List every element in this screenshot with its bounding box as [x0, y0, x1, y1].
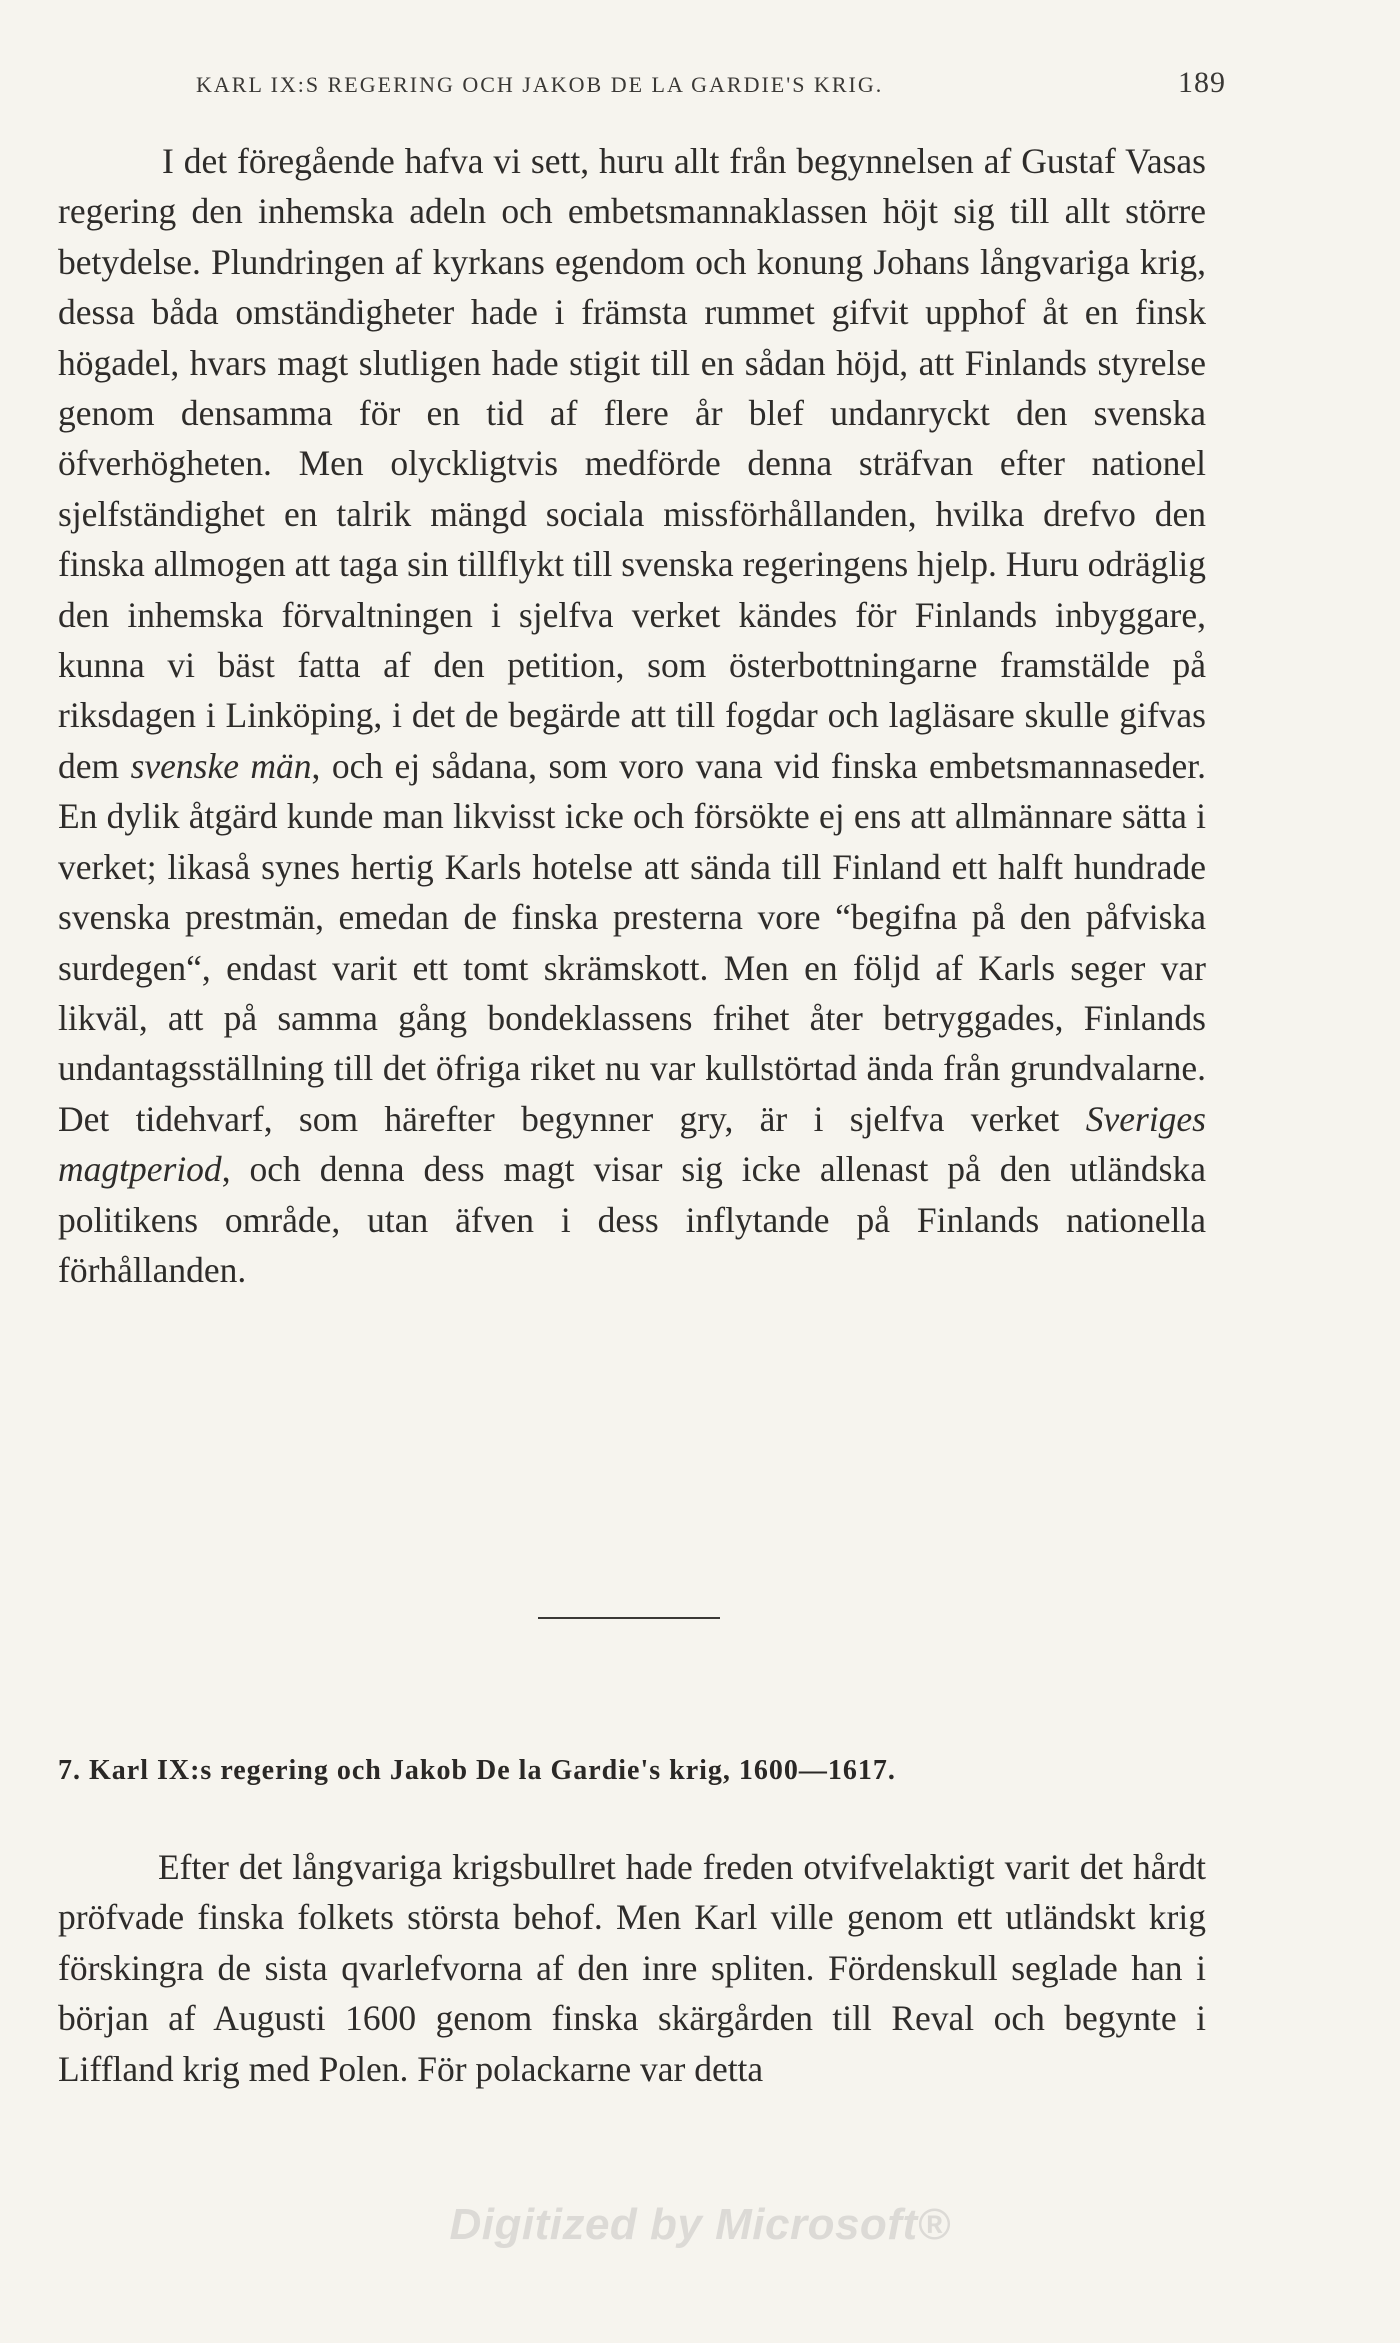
- book-page: [58, 0, 1226, 2343]
- section-text: [58, 1842, 1206, 2094]
- paragraph-text-part-1: I det föregående hafva vi sett, huru allt från begynnelsen af Gustaf Vasas regering den inhemska adeln och embetsmannaklassen höjt sig till allt större betydelse. Plundringen af kyrkans egendom och konung Johans långvariga krig, dessa båda omständigheter hade i främsta rummet gifvit upphof åt en finsk högadel, hvars magt slutligen hade stigit till en sådan höjd, att Finlands styrelse genom densamma för en tid af flere år blef undanryckt den svenska öfverhögheten. Men olyckligtvis medförde denna sträfvan efter nationel sjelfständighet en talrik mängd sociala missförhållanden, hvilka drefvo den finska allmogen att taga sin tillflykt till svenska regeringens hjelp. Huru odräglig den inhemska förvaltningen i sjelfva verket kändes för Finlands inbyggare, kunna vi bäst fatta af den petition, som österbottningarne framstälde på riksdagen i Linköping, i det de begärde att till fogdar och lagläsare skulle gifvas dem: [58, 141, 1206, 786]
- section-divider: [538, 1617, 720, 1619]
- digitization-watermark: Digitized by Microsoft®: [449, 2200, 951, 2249]
- section-heading: 7. Karl IX:s regering och Jakob De la Gardie's krig, 1600—1617.: [58, 1755, 896, 1786]
- emphasis-sveriges-magtperiod: Sveriges magtperiod: [58, 1098, 1206, 1190]
- paragraph-text-part-3: , och denna dess magt visar sig icke allenast på den utländska politikens område, utan äfven i dess inflytande på Finlands nationella förhållanden.: [58, 1149, 1206, 1290]
- page-number: 189: [1178, 66, 1226, 99]
- paragraph: [58, 136, 1206, 1295]
- emphasis-svenske-man: svenske män: [130, 745, 312, 786]
- running-head-title: KARL IX:S REGERING OCH JAKOB DE LA GARDIE'S KRIG.: [196, 72, 884, 97]
- paragraph-text-part-2: , och ej sådana, som voro vana vid finska embetsmannaseder. En dylik åtgärd kunde man likvisst icke och försökte ej ens att allmännare sätta i verket; likaså synes hertig Karls hotelse att sända till Finland ett halft hundrade svenska prestmän, emedan de finska presterna vore “begifna på den påfviska surdegen“, endast varit ett tomt skrämskott. Men en följd af Karls seger var likväl, att på samma gång bondeklassens frihet åter betryggades, Finlands undantagsställning till det öfriga riket nu var kullstörtad ända från grundvalarne. Det tidehvarf, som härefter begynner gry, är i sjelfva verket: [58, 745, 1207, 1139]
- section-paragraph: Efter det långvariga krigsbullret hade freden otvifvelaktigt varit det hårdt pröfvade finska folkets största behof. Men Karl ville genom ett utländskt krig förskingra de sista qvarlefvorna af den inre spliten. Fördenskull seglade han i början af Augusti 1600 genom finska skärgården till Reval och begynte i Liffland krig med Polen. För polackarne var detta: [58, 1847, 1206, 2089]
- body-text: [58, 136, 1206, 1295]
- running-head: [196, 66, 1226, 100]
